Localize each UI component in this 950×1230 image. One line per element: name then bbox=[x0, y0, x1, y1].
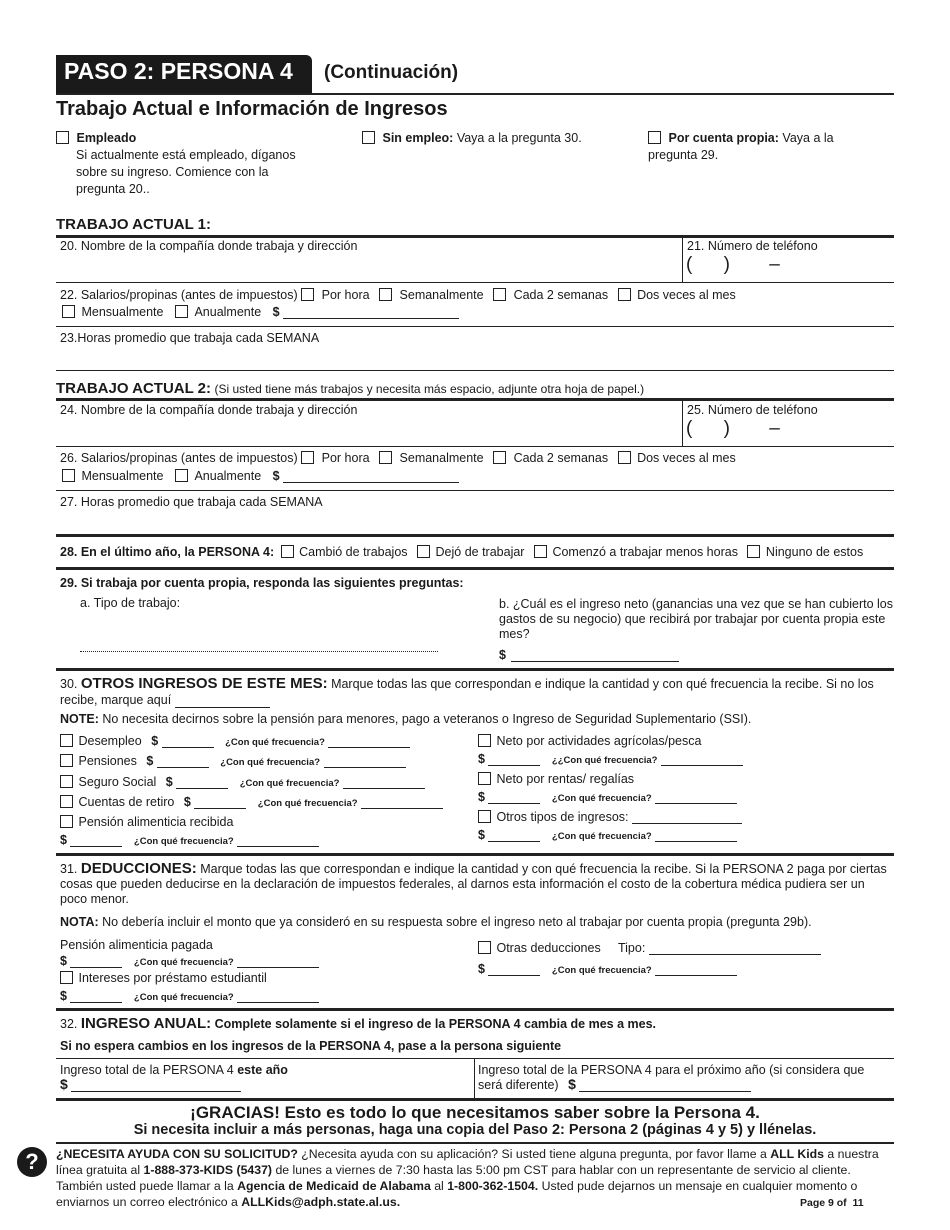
income-rental bbox=[478, 772, 634, 786]
unemployment-checkbox[interactable] bbox=[60, 734, 73, 747]
student-loan-label: Intereses por préstamo estudiantil bbox=[78, 971, 267, 985]
q30-num: 30. bbox=[60, 677, 78, 691]
dollar-sign: $ bbox=[478, 752, 485, 766]
how-often-label: ¿Con qué frecuencia? bbox=[225, 737, 325, 748]
social-security-label: Seguro Social bbox=[78, 775, 157, 789]
how-often-label: ¿Con qué frecuencia? bbox=[220, 757, 321, 768]
alimony-paid-amount[interactable] bbox=[70, 956, 122, 968]
q31-title: DEDUCCIONES: bbox=[80, 860, 197, 877]
dollar-sign: $ bbox=[478, 962, 485, 976]
dollar-sign: $ bbox=[568, 1076, 576, 1092]
deduction-type-field[interactable] bbox=[649, 943, 821, 955]
phone-close-paren: ) bbox=[723, 254, 730, 275]
q32-num: 32. bbox=[60, 1017, 78, 1031]
dollar-sign: $ bbox=[478, 828, 485, 842]
social-security-frequency[interactable] bbox=[343, 777, 425, 789]
farming-frequency[interactable] bbox=[661, 754, 743, 766]
page-number: Page 9 of 11 bbox=[800, 1197, 864, 1209]
q23-label: 23.Horas promedio que trabaja cada SEMANA bbox=[60, 331, 320, 345]
dollar-sign: $ bbox=[183, 795, 191, 809]
q28-opt1-checkbox[interactable] bbox=[281, 545, 294, 558]
other-income-label: Otros tipos de ingresos: bbox=[496, 810, 629, 824]
q22-row bbox=[60, 288, 736, 302]
employed-label: Empleado bbox=[76, 131, 137, 145]
retirement-amount[interactable] bbox=[194, 797, 246, 809]
job2-header bbox=[56, 380, 644, 397]
q22-hourly-checkbox[interactable] bbox=[301, 288, 314, 301]
q30-note bbox=[60, 712, 751, 726]
q27-field[interactable] bbox=[56, 534, 894, 537]
q22-biweekly-checkbox[interactable] bbox=[493, 288, 506, 301]
farming-label: Neto por actividades agrícolas/pesca bbox=[496, 734, 702, 748]
rental-amount-row bbox=[478, 790, 737, 804]
q28-label: 28. En el último año, la PERSONA 4: bbox=[60, 545, 275, 559]
pensions-label: Pensiones bbox=[78, 754, 137, 768]
q21-label: 21. Número de teléfono bbox=[687, 239, 818, 253]
income-retirement bbox=[60, 795, 443, 809]
other-income-amount[interactable] bbox=[488, 830, 540, 842]
other-deductions-row bbox=[478, 962, 737, 976]
help-text-5: Usted pude dejarnos un mensaje en cualquier momento o enviarnos un correo electrónico a bbox=[56, 1179, 858, 1209]
q28-opt4-checkbox[interactable] bbox=[747, 545, 760, 558]
q24-label: 24. Nombre de la compañía donde trabaja y dirección bbox=[60, 403, 358, 417]
other-deductions-amount[interactable] bbox=[488, 964, 540, 976]
other-income-amount-row bbox=[478, 828, 737, 842]
q30-intro bbox=[60, 676, 892, 708]
q30-title: OTROS INGRESOS DE ESTE MES: bbox=[80, 675, 328, 692]
thanks-line1: ¡GRACIAS! Esto es todo lo que necesitamos saber sobre la Persona 4. bbox=[190, 1103, 760, 1122]
other-deductions-frequency[interactable] bbox=[655, 964, 737, 976]
q25-label: 25. Número de teléfono bbox=[687, 403, 818, 417]
q22-yearly-label: Anualmente bbox=[194, 305, 262, 319]
how-often-label: ¿Con qué frecuencia? bbox=[133, 836, 234, 847]
q31-note-label: NOTA: bbox=[60, 915, 99, 929]
next-year-amount[interactable] bbox=[579, 1080, 751, 1092]
q26-twice-month-checkbox[interactable] bbox=[618, 451, 631, 464]
page-title: Trabajo Actual e Información de Ingresos bbox=[56, 98, 448, 120]
q27-label: 27. Horas promedio que trabaja cada SEMANA bbox=[60, 495, 323, 509]
self-employed-label: Por cuenta propia: bbox=[668, 131, 779, 145]
rental-frequency[interactable] bbox=[655, 792, 737, 804]
q28-opt2-checkbox[interactable] bbox=[417, 545, 430, 558]
help-text-1: ¿Necesita ayuda con su aplicación? Si usted tiene alguna pregunta, por favor llame a bbox=[301, 1147, 767, 1161]
income-this-year bbox=[60, 1063, 288, 1092]
self-employed-checkbox[interactable] bbox=[648, 131, 661, 144]
pensions-amount[interactable] bbox=[157, 756, 209, 768]
phone1-field[interactable] bbox=[686, 254, 780, 276]
help-phone-2[interactable]: 1-800-362-1504. bbox=[447, 1179, 539, 1193]
unemployment-label: Desempleo bbox=[78, 734, 142, 748]
q32-sub: Si no espera cambios en los ingresos de la PERSONA 4, pase a la persona siguiente bbox=[60, 1039, 562, 1053]
q32-title: INGRESO ANUAL: bbox=[80, 1015, 212, 1032]
help-text bbox=[56, 1146, 892, 1210]
q22-biweekly-label: Cada 2 semanas bbox=[513, 288, 609, 302]
help-text-2: a nuestra línea gratuita al bbox=[56, 1147, 879, 1177]
q32-text: Complete solamente si el ingreso de la PERSONA 4 cambia de mes a mes. bbox=[214, 1017, 657, 1031]
rental-amount[interactable] bbox=[488, 792, 540, 804]
thanks-line2: Si necesita incluir a más personas, haga una copia del Paso 2: Persona 2 (páginas 4 y 5) y llénelas. bbox=[133, 1122, 817, 1138]
q29-label: 29. Si trabaja por cuenta propia, responda las siguientes preguntas: bbox=[60, 576, 464, 590]
q26-twice-month-label: Dos veces al mes bbox=[637, 451, 736, 465]
job2-title: TRABAJO ACTUAL 2: bbox=[56, 380, 212, 397]
unemployed-text: Vaya a la pregunta 30. bbox=[456, 131, 582, 145]
help-email-link[interactable]: ALLKids@adph.state.al.us. bbox=[241, 1195, 401, 1209]
dollar-sign: $ bbox=[272, 469, 280, 483]
unemployed-checkbox[interactable] bbox=[362, 131, 375, 144]
q32-intro bbox=[60, 1015, 656, 1032]
deduction-type-label: Tipo: bbox=[617, 941, 646, 955]
student-loan-option bbox=[60, 971, 267, 985]
other-deductions-label: Otras deducciones bbox=[496, 941, 601, 955]
other-deductions-checkbox[interactable] bbox=[478, 941, 491, 954]
farming-amount[interactable] bbox=[488, 754, 540, 766]
pensions-frequency[interactable] bbox=[324, 756, 406, 768]
q31-text: Marque todas las que correspondan e indique la cantidad y con qué frecuencia la recibe. Si la PERSONA 2 paga por ciertas cosas que pueden deducirse en la declaración de impuestos federales, al darnos esta información el costo de la cobertura médica pudiera ser un poco menor. bbox=[60, 862, 887, 906]
q31-note-text: No debería incluir el monto que ya consideró en su respuesta sobre el ingreso neto al trabajar por cuenta propia (pregunta 29b). bbox=[102, 915, 812, 929]
q28-opt2-label: Dejó de trabajar bbox=[435, 545, 525, 559]
dollar-sign: $ bbox=[151, 734, 159, 748]
phone-close-paren: ) bbox=[723, 418, 730, 439]
q30-none-field[interactable] bbox=[175, 696, 270, 708]
q31-num: 31. bbox=[60, 862, 78, 876]
alimony-checkbox[interactable] bbox=[60, 815, 73, 828]
q31-intro bbox=[60, 861, 892, 907]
retirement-frequency[interactable] bbox=[361, 797, 443, 809]
help-agency: Agencia de Medicaid de Alabama bbox=[237, 1179, 431, 1193]
q26-hourly-label: Por hora bbox=[321, 451, 370, 465]
q26-hourly-checkbox[interactable] bbox=[301, 451, 314, 464]
retirement-label: Cuentas de retiro bbox=[78, 795, 175, 809]
dollar-sign: $ bbox=[165, 775, 173, 789]
other-income-frequency[interactable] bbox=[655, 830, 737, 842]
phone-open-paren: ( bbox=[686, 418, 693, 439]
income-other bbox=[478, 810, 742, 824]
income-next-year bbox=[478, 1063, 892, 1092]
other-income-type[interactable] bbox=[632, 812, 742, 824]
q23-field[interactable] bbox=[56, 370, 894, 371]
how-often-label: ¿Con qué frecuencia? bbox=[257, 798, 358, 809]
q22-weekly-checkbox[interactable] bbox=[379, 288, 392, 301]
self-employed-text: Vaya a la pregunta 29. bbox=[648, 131, 834, 162]
q22-monthly-checkbox[interactable] bbox=[62, 305, 75, 318]
phone2-field[interactable] bbox=[686, 418, 780, 440]
how-often-label: ¿Con qué frecuencia? bbox=[551, 831, 652, 842]
q29b-label: b. ¿Cuál es el ingreso neto (ganancias una vez que se han cubierto los gastos de su negocio) que recibirá por trabajar por cuenta propia este mes? bbox=[499, 597, 893, 641]
q26-monthly-label: Mensualmente bbox=[81, 469, 164, 483]
q28-opt3-checkbox[interactable] bbox=[534, 545, 547, 558]
unemployment-amount[interactable] bbox=[162, 736, 214, 748]
job2-note: (Si usted tiene más trabajos y necesita más espacio, adjunte otra hoja de papel.) bbox=[214, 382, 645, 396]
q22-hourly-label: Por hora bbox=[321, 288, 370, 302]
this-year-label: Ingreso total de la PERSONA 4 bbox=[60, 1063, 234, 1077]
farming-amount-row bbox=[478, 752, 743, 766]
this-year-bold: este año bbox=[237, 1063, 288, 1077]
unemployed-option[interactable] bbox=[362, 130, 602, 147]
next-year-label: Ingreso total de la PERSONA 4 para el próximo año (si considera que será diferente) bbox=[478, 1063, 865, 1092]
income-farming bbox=[478, 734, 701, 748]
q26-biweekly-label: Cada 2 semanas bbox=[513, 451, 609, 465]
q29a-label: a. Tipo de trabajo: bbox=[80, 596, 181, 610]
dollar-sign: $ bbox=[146, 754, 154, 768]
other-deductions-option bbox=[478, 941, 821, 955]
dollar-sign: $ bbox=[60, 954, 67, 968]
alimony-amount-row bbox=[60, 833, 319, 847]
rental-checkbox[interactable] bbox=[478, 772, 491, 785]
income-unemployment bbox=[60, 734, 410, 748]
q20-label: 20. Nombre de la compañía donde trabaja y dirección bbox=[60, 239, 358, 253]
q26-amount-field[interactable] bbox=[283, 470, 459, 483]
student-loan-amount[interactable] bbox=[70, 991, 122, 1003]
help-phone-1[interactable]: 1-888-373-KIDS (5437) bbox=[143, 1163, 273, 1177]
q28-opt3-label: Comenzó a trabajar menos horas bbox=[552, 545, 738, 559]
dollar-sign: $ bbox=[272, 305, 280, 319]
q31-note bbox=[60, 915, 812, 929]
header-rule bbox=[56, 93, 894, 95]
dollar-sign: $ bbox=[499, 648, 506, 662]
other-income-checkbox[interactable] bbox=[478, 810, 491, 823]
phone-dash: – bbox=[769, 418, 780, 439]
how-often-label: ¿Con qué frecuencia? bbox=[133, 957, 234, 968]
alimony-frequency[interactable] bbox=[237, 835, 319, 847]
help-text-4: al bbox=[434, 1179, 444, 1193]
alimony-amount[interactable] bbox=[70, 835, 122, 847]
q28-row bbox=[60, 545, 863, 559]
social-security-amount[interactable] bbox=[176, 777, 228, 789]
income-pensions bbox=[60, 754, 406, 768]
employed-option[interactable] bbox=[56, 130, 326, 198]
help-allkids: ALL Kids bbox=[770, 1147, 824, 1161]
q22-row2 bbox=[62, 305, 459, 319]
q26-yearly-checkbox[interactable] bbox=[175, 469, 188, 482]
q22-yearly-checkbox[interactable] bbox=[175, 305, 188, 318]
student-loan-row bbox=[60, 989, 319, 1003]
q30-note-text: No necesita decirnos sobre la pensión para menores, pago a veteranos o Ingreso de Seguridad Suplementario (SSI). bbox=[102, 712, 752, 726]
q22-twice-month-label: Dos veces al mes bbox=[637, 288, 736, 302]
q26-biweekly-checkbox[interactable] bbox=[493, 451, 506, 464]
q29b-amount-field[interactable] bbox=[511, 649, 679, 662]
q26-yearly-label: Anualmente bbox=[194, 469, 262, 483]
q22-weekly-label: Semanalmente bbox=[399, 288, 484, 302]
help-title: ¿NECESITA AYUDA CON SU SOLICITUD? bbox=[56, 1147, 298, 1161]
q30-text: Marque todas las que correspondan e indique la cantidad y con qué frecuencia la recibe. Si no los recibe, marque aquí bbox=[60, 677, 874, 707]
retirement-checkbox[interactable] bbox=[60, 795, 73, 808]
q28-opt4-label: Ninguno de estos bbox=[765, 545, 864, 559]
dollar-sign: $ bbox=[60, 833, 67, 847]
dollar-sign: $ bbox=[60, 1076, 68, 1092]
alimony-label: Pensión alimenticia recibida bbox=[78, 815, 234, 829]
dollar-sign: $ bbox=[60, 989, 67, 1003]
help-icon: ? bbox=[17, 1147, 47, 1177]
alimony-paid-frequency[interactable] bbox=[237, 956, 319, 968]
unemployment-frequency[interactable] bbox=[328, 736, 410, 748]
q22-label: 22. Salarios/propinas (antes de impuestos) bbox=[60, 288, 298, 302]
q26-monthly-checkbox[interactable] bbox=[62, 469, 75, 482]
pensions-checkbox[interactable] bbox=[60, 754, 73, 767]
q22-amount-field[interactable] bbox=[283, 306, 459, 319]
income-social-security bbox=[60, 775, 425, 789]
alimony-paid-label: Pensión alimenticia pagada bbox=[60, 938, 213, 952]
help-text-3: de lunes a viernes de 7:30 hasta las 5:00 pm CST para hablar con un representante de servicio al cliente. También usted puede llamar a la bbox=[56, 1163, 851, 1193]
farming-checkbox[interactable] bbox=[478, 734, 491, 747]
q29a-field[interactable] bbox=[80, 651, 438, 652]
social-security-checkbox[interactable] bbox=[60, 775, 73, 788]
q26-label: 26. Salarios/propinas (antes de impuestos) bbox=[60, 451, 298, 465]
job1-title: TRABAJO ACTUAL 1: bbox=[56, 216, 212, 233]
this-year-amount[interactable] bbox=[71, 1080, 241, 1092]
income-alimony bbox=[60, 815, 233, 829]
continuation-label: (Continuación) bbox=[324, 62, 459, 83]
q28-opt1-label: Cambió de trabajos bbox=[299, 545, 408, 559]
how-often-label: ¿Con qué frecuencia? bbox=[551, 965, 652, 976]
dollar-sign: $ bbox=[478, 790, 485, 804]
phone-dash: – bbox=[769, 254, 780, 275]
step-banner: PASO 2: PERSONA 4 bbox=[56, 55, 312, 93]
phone-open-paren: ( bbox=[686, 254, 693, 275]
how-often-label: ¿Con qué frecuencia? bbox=[551, 793, 652, 804]
q30-note-label: NOTE: bbox=[60, 712, 99, 726]
q26-row2 bbox=[62, 469, 459, 483]
q29b-amount[interactable] bbox=[499, 648, 679, 662]
student-loan-checkbox[interactable] bbox=[60, 971, 73, 984]
rental-label: Neto por rentas/ regalías bbox=[496, 772, 635, 786]
q26-weekly-checkbox[interactable] bbox=[379, 451, 392, 464]
employed-text: Si actualmente está empleado, díganos sobre su ingreso. Comience con la pregunta 20.. bbox=[76, 148, 296, 196]
how-often-label: ¿¿Con qué frecuencia? bbox=[551, 755, 658, 766]
q22-monthly-label: Mensualmente bbox=[81, 305, 164, 319]
how-often-label: ¿Con qué frecuencia? bbox=[133, 992, 234, 1003]
q26-row bbox=[60, 451, 736, 465]
student-loan-frequency[interactable] bbox=[237, 991, 319, 1003]
q22-twice-month-checkbox[interactable] bbox=[618, 288, 631, 301]
unemployed-label: Sin empleo: bbox=[382, 131, 454, 145]
employed-checkbox[interactable] bbox=[56, 131, 69, 144]
q26-weekly-label: Semanalmente bbox=[399, 451, 484, 465]
self-employed-option[interactable] bbox=[648, 130, 868, 164]
alimony-paid-row bbox=[60, 954, 319, 968]
how-often-label: ¿Con qué frecuencia? bbox=[239, 778, 340, 789]
